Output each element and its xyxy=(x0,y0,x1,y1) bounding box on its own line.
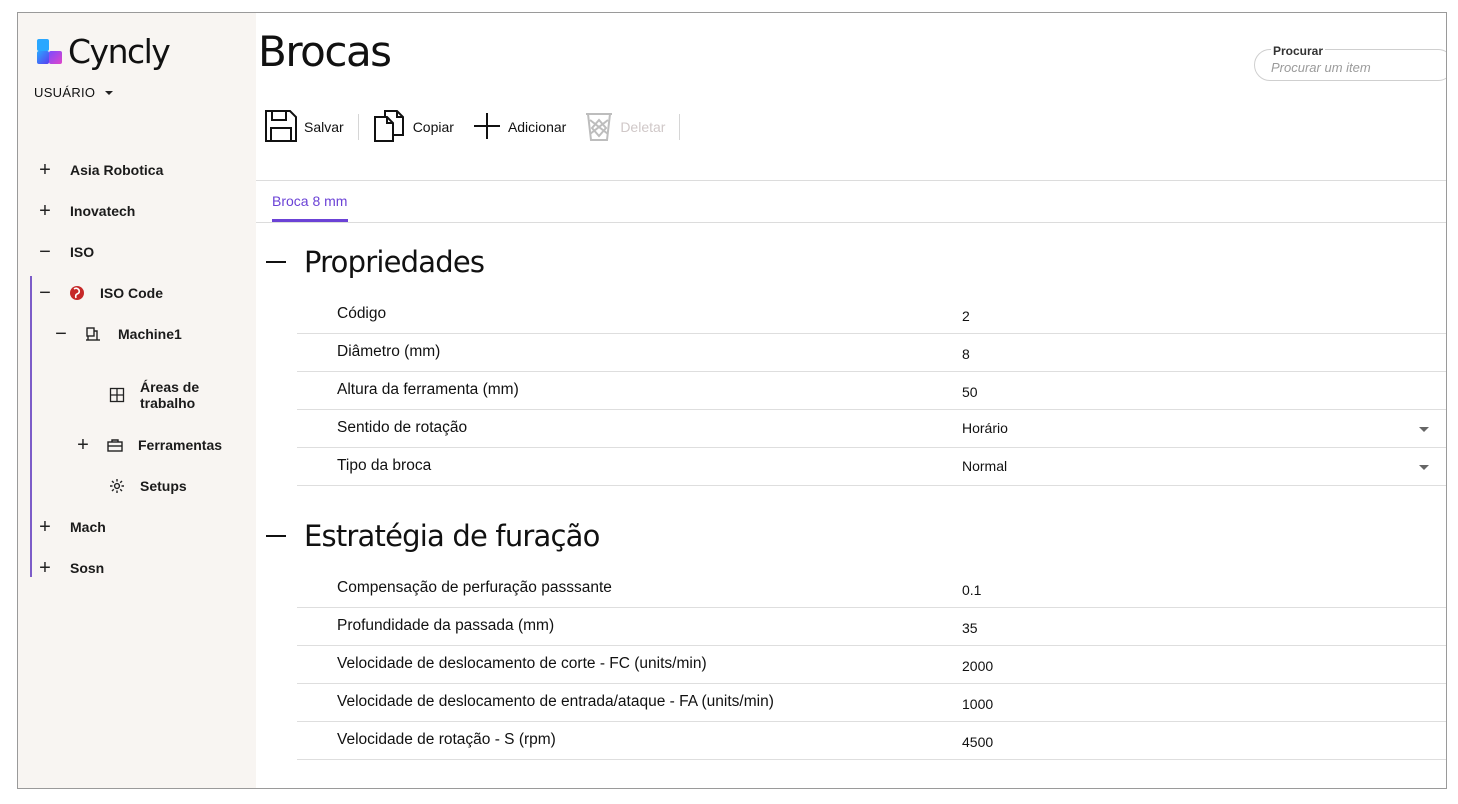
tree-item-label: Asia Robotica xyxy=(70,162,164,178)
property-row-select[interactable] xyxy=(297,410,1447,448)
tree-item-label: Sosn xyxy=(70,560,105,576)
toolbar-separator xyxy=(679,114,680,140)
tree-item-label: Ferramentas xyxy=(138,437,223,453)
caret-down-icon xyxy=(105,91,113,95)
collapse-icon xyxy=(266,535,286,537)
property-value[interactable]: 2000 xyxy=(962,658,994,674)
delete-label: Deletar xyxy=(620,119,666,135)
tree-item-ferramentas[interactable] xyxy=(74,430,222,460)
divider xyxy=(256,180,1446,181)
tree-item-inovatech[interactable] xyxy=(36,196,135,226)
collapse-icon[interactable]: − xyxy=(55,323,67,345)
collapse-icon[interactable]: − xyxy=(39,241,51,263)
copy-label: Copiar xyxy=(412,119,454,135)
dropdown-arrow-icon[interactable] xyxy=(1419,427,1429,432)
save-icon xyxy=(264,109,298,146)
property-row[interactable] xyxy=(297,646,1447,684)
grid-icon xyxy=(108,386,126,404)
tree-item-label: Machine1 xyxy=(118,326,182,342)
property-value[interactable]: 2 xyxy=(962,308,970,324)
property-label: Velocidade de rotação - S (rpm) xyxy=(337,731,556,748)
property-row[interactable] xyxy=(297,570,1447,608)
cyncly-logo-icon xyxy=(36,38,64,66)
property-label: Altura da ferramenta (mm) xyxy=(337,381,519,398)
expand-icon[interactable]: + xyxy=(39,557,51,579)
tree-item-mach[interactable] xyxy=(36,512,106,542)
property-label: Código xyxy=(337,305,387,322)
user-label: USUÁRIO xyxy=(34,85,96,100)
property-label: Diâmetro (mm) xyxy=(337,343,441,360)
plus-icon xyxy=(472,111,502,144)
toolbar xyxy=(264,109,694,145)
delete-button[interactable] xyxy=(584,109,665,145)
property-label: Profundidade da passada (mm) xyxy=(337,617,555,634)
toolbox-icon xyxy=(106,436,124,454)
section-header-propriedades[interactable] xyxy=(266,245,484,279)
machine-icon xyxy=(84,325,102,343)
tree-item-setups[interactable] xyxy=(108,471,187,501)
collapse-icon xyxy=(266,261,286,263)
tree-item-iso-code[interactable] xyxy=(36,278,163,308)
search-input[interactable] xyxy=(1271,60,1441,75)
property-label: Velocidade de deslocamento de entrada/ataque - FA (units/min) xyxy=(337,693,774,710)
user-menu[interactable] xyxy=(34,85,113,100)
property-row[interactable] xyxy=(297,684,1447,722)
save-label: Salvar xyxy=(304,119,344,135)
property-value[interactable]: 4500 xyxy=(962,734,994,750)
add-label: Adicionar xyxy=(507,119,567,135)
tree-item-areas-de-trabalho[interactable] xyxy=(108,376,210,414)
property-select-value[interactable]: Horário xyxy=(962,420,1008,436)
strategy-table xyxy=(297,570,1447,760)
property-value[interactable]: 35 xyxy=(962,620,978,636)
tree-item-label: ISO Code xyxy=(100,285,164,301)
property-label: Compensação de perfuração passsante xyxy=(337,579,612,596)
collapse-icon[interactable]: − xyxy=(39,282,51,304)
expand-icon[interactable]: + xyxy=(77,434,89,456)
property-value[interactable]: 0.1 xyxy=(962,582,982,598)
tree-item-iso[interactable] xyxy=(36,237,94,267)
dropdown-arrow-icon[interactable] xyxy=(1419,465,1429,470)
property-label: Sentido de rotação xyxy=(337,419,468,436)
section-title: Estratégia de furação xyxy=(304,519,600,553)
search-box[interactable] xyxy=(1254,44,1447,81)
toolbar-separator xyxy=(358,114,359,140)
divider xyxy=(256,222,1446,223)
property-row[interactable] xyxy=(297,372,1447,410)
copy-icon xyxy=(373,109,407,146)
tree-item-asia-robotica[interactable] xyxy=(36,155,163,185)
brand-name: Cyncly xyxy=(68,32,170,71)
iso-code-icon xyxy=(68,284,86,302)
tree-item-label: Setups xyxy=(140,478,187,494)
section-title: Propriedades xyxy=(304,245,485,279)
tree-item-label: Áreas de trabalho xyxy=(140,379,200,411)
tree-selection-line xyxy=(30,276,32,577)
properties-table xyxy=(297,296,1447,486)
search-label: Procurar xyxy=(1273,44,1324,58)
property-value[interactable]: 50 xyxy=(962,384,978,400)
expand-icon[interactable]: + xyxy=(39,516,51,538)
property-row[interactable] xyxy=(297,722,1447,760)
tree-item-label: Mach xyxy=(70,519,106,535)
property-value[interactable]: 1000 xyxy=(962,696,994,712)
app-window xyxy=(17,12,1447,789)
trash-icon xyxy=(584,110,614,145)
add-button[interactable] xyxy=(472,109,566,145)
page-title: Brocas xyxy=(258,27,391,76)
main-content xyxy=(256,13,1446,788)
save-button[interactable] xyxy=(264,109,344,145)
tree-item-label: Inovatech xyxy=(70,203,136,219)
property-label: Tipo da broca xyxy=(337,457,432,474)
section-header-estrategia[interactable] xyxy=(266,519,600,553)
property-row[interactable] xyxy=(297,608,1447,646)
property-row[interactable] xyxy=(297,334,1447,372)
property-value[interactable]: 8 xyxy=(962,346,970,362)
tab-broca-8mm[interactable]: Broca 8 mm xyxy=(272,193,348,222)
expand-icon[interactable]: + xyxy=(39,200,51,222)
tree-item-sosn[interactable] xyxy=(36,553,104,583)
brand-logo xyxy=(36,32,170,71)
property-row[interactable] xyxy=(297,296,1447,334)
property-label: Velocidade de deslocamento de corte - FC (units/min) xyxy=(337,655,707,672)
property-select-value[interactable]: Normal xyxy=(962,458,1008,474)
copy-button[interactable] xyxy=(373,109,454,145)
gear-icon xyxy=(108,477,126,495)
sidebar xyxy=(18,13,256,788)
tree-item-machine1[interactable] xyxy=(52,319,182,349)
property-row-select[interactable] xyxy=(297,448,1447,486)
tree-item-label: ISO xyxy=(70,244,95,260)
expand-icon[interactable]: + xyxy=(39,159,51,181)
